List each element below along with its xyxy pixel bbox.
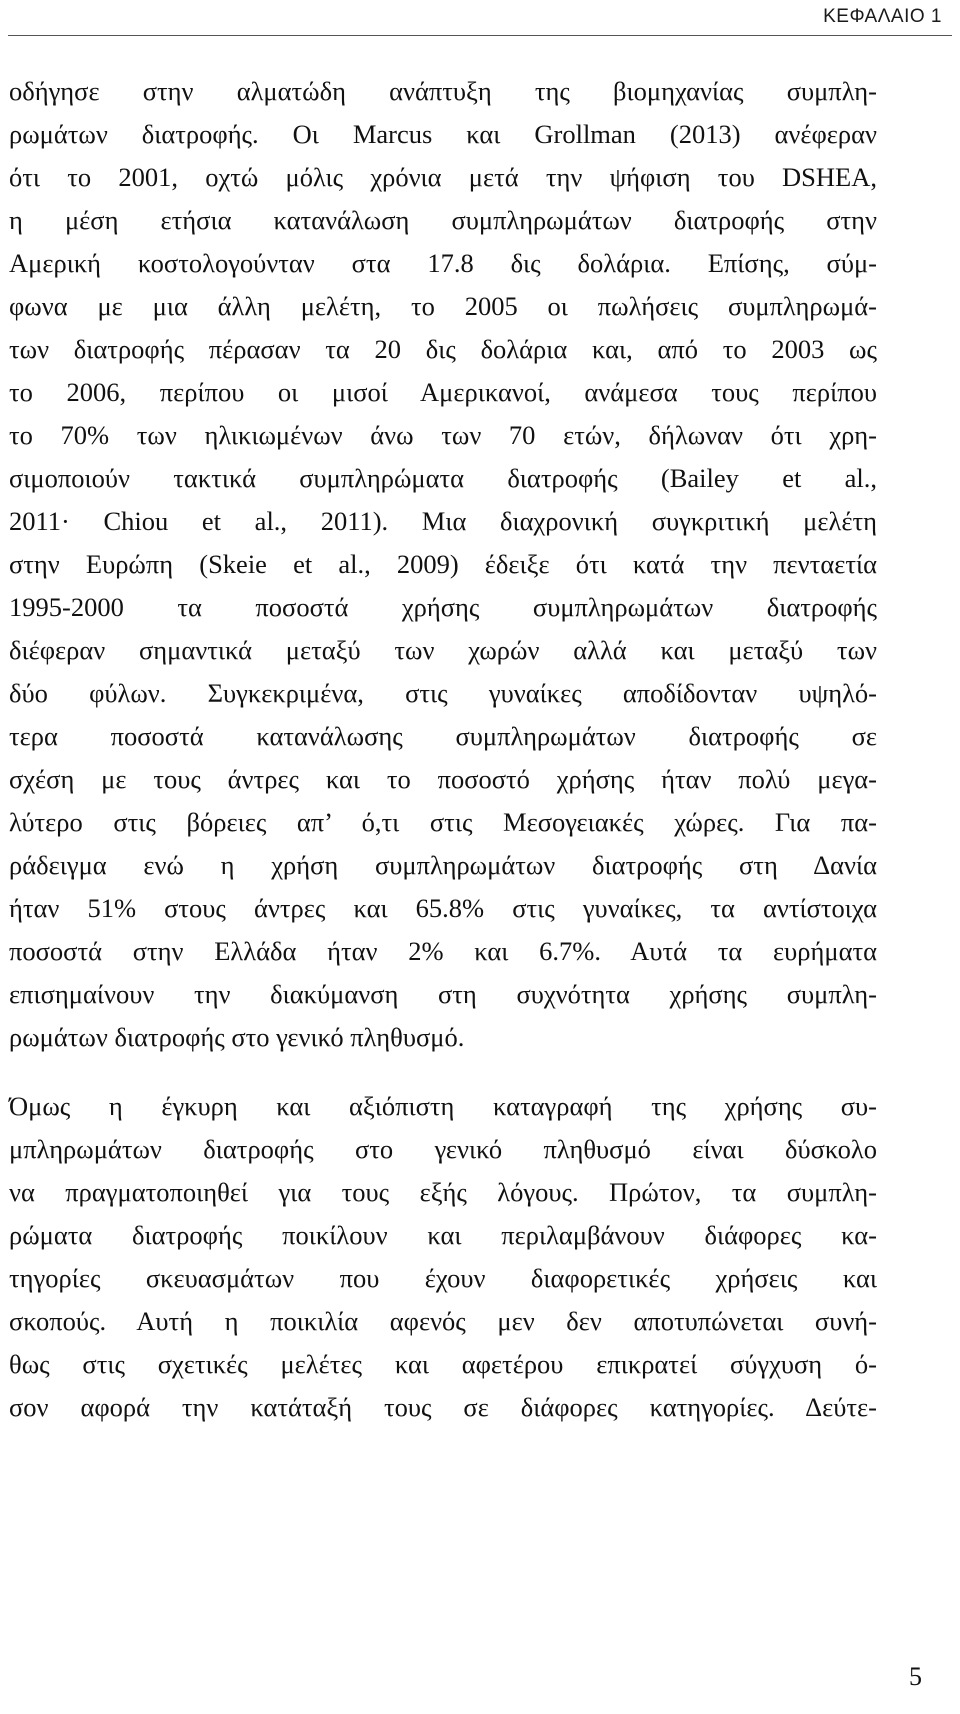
text-line: ρώματα διατροφής ποικίλουν και περιλαμβάνουν διάφορες κα- (9, 1220, 877, 1250)
text-line: φωνα με μια άλλη μελέτη, το 2005 οι πωλήσεις συμπληρωμά- (9, 291, 877, 321)
text-line: οδήγησε στην αλματώδη ανάπτυξη της βιομηχανίας συμπλη- (9, 76, 877, 106)
text-line: τηγορίες σκευασμάτων που έχουν διαφορετικές χρήσεις και (9, 1263, 877, 1293)
text-line: δύο φύλων. Συγκεκριμένα, στις γυναίκες αποδίδονταν υψηλό- (9, 678, 877, 708)
text-line: διέφεραν σημαντικά μεταξύ των χωρών αλλά και μεταξύ των (9, 635, 877, 665)
text-line: μπληρωμάτων διατροφής στο γενικό πληθυσμό είναι δύσκολο (9, 1134, 877, 1164)
paragraph-1 (9, 70, 877, 1059)
text-line: το 70% των ηλικιωμένων άνω των 70 ετών, δήλωναν ότι χρη- (9, 420, 877, 450)
text-line: στην Ευρώπη (Skeie et al., 2009) έδειξε ότι κατά την πενταετία (9, 549, 877, 579)
text-line: ήταν 51% στους άντρες και 65.8% στις γυναίκες, τα αντίστοιχα (9, 893, 877, 923)
chapter-title: ΚΕΦΑΛΑΙΟ 1 (823, 6, 942, 27)
text-line: των διατροφής πέρασαν τα 20 δις δολάρια και, από το 2003 ως (9, 334, 877, 364)
running-header (0, 0, 960, 40)
text-line: επισημαίνουν την διακύμανση στη συχνότητα χρήσης συμπλη- (9, 979, 877, 1009)
text-line: Όμως η έγκυρη και αξιόπιστη καταγραφή της χρήσης συ- (9, 1091, 877, 1121)
header-rule (8, 35, 952, 36)
text-line: σκοπούς. Αυτή η ποικιλία αφενός μεν δεν αποτυπώνεται συνή- (9, 1306, 877, 1336)
text-line: 1995-2000 τα ποσοστά χρήσης συμπληρωμάτων διατροφής (9, 592, 877, 622)
body-text (9, 70, 877, 1429)
text-line: σιμοποιούν τακτικά συμπληρώματα διατροφής (Bailey et al., (9, 463, 877, 493)
text-line: τερα ποσοστά κατανάλωσης συμπληρωμάτων διατροφής σε (9, 721, 877, 751)
text-line: λύτερο στις βόρειες απ’ ό,τι στις Μεσογειακές χώρες. Για πα- (9, 807, 877, 837)
paragraph-2 (9, 1085, 877, 1429)
paragraph-gap (9, 1059, 877, 1085)
page-number: 5 (909, 1662, 922, 1691)
text-line: ποσοστά στην Ελλάδα ήταν 2% και 6.7%. Αυτά τα ευρήματα (9, 936, 877, 966)
text-line: ρωμάτων διατροφής στο γενικό πληθυσμό. (9, 1022, 465, 1052)
text-line: ότι το 2001, οχτώ μόλις χρόνια μετά την ψήφιση του DSHEA, (9, 162, 877, 192)
text-line: το 2006, περίπου οι μισοί Αμερικανοί, ανάμεσα τους περίπου (9, 377, 877, 407)
text-line: ρωμάτων διατροφής. Οι Marcus και Grollman (2013) ανέφεραν (9, 119, 877, 149)
text-line: θως στις σχετικές μελέτες και αφετέρου επικρατεί σύγχυση ό- (9, 1349, 877, 1379)
text-line: η μέση ετήσια κατανάλωση συμπληρωμάτων διατροφής στην (9, 205, 877, 235)
text-line: σχέση με τους άντρες και το ποσοστό χρήσης ήταν πολύ μεγα- (9, 764, 877, 794)
text-line: Αμερική κοστολογούνταν στα 17.8 δις δολάρια. Επίσης, σύμ- (9, 248, 877, 278)
text-line: ράδειγμα ενώ η χρήση συμπληρωμάτων διατροφής στη Δανία (9, 850, 877, 880)
text-line: 2011· Chiou et al., 2011). Μια διαχρονική συγκριτική μελέτη (9, 506, 877, 536)
text-line: να πραγματοποιηθεί για τους εξής λόγους. Πρώτον, τα συμπλη- (9, 1177, 877, 1207)
text-line: σον αφορά την κατάταξή τους σε διάφορες κατηγορίες. Δεύτε- (9, 1392, 877, 1422)
